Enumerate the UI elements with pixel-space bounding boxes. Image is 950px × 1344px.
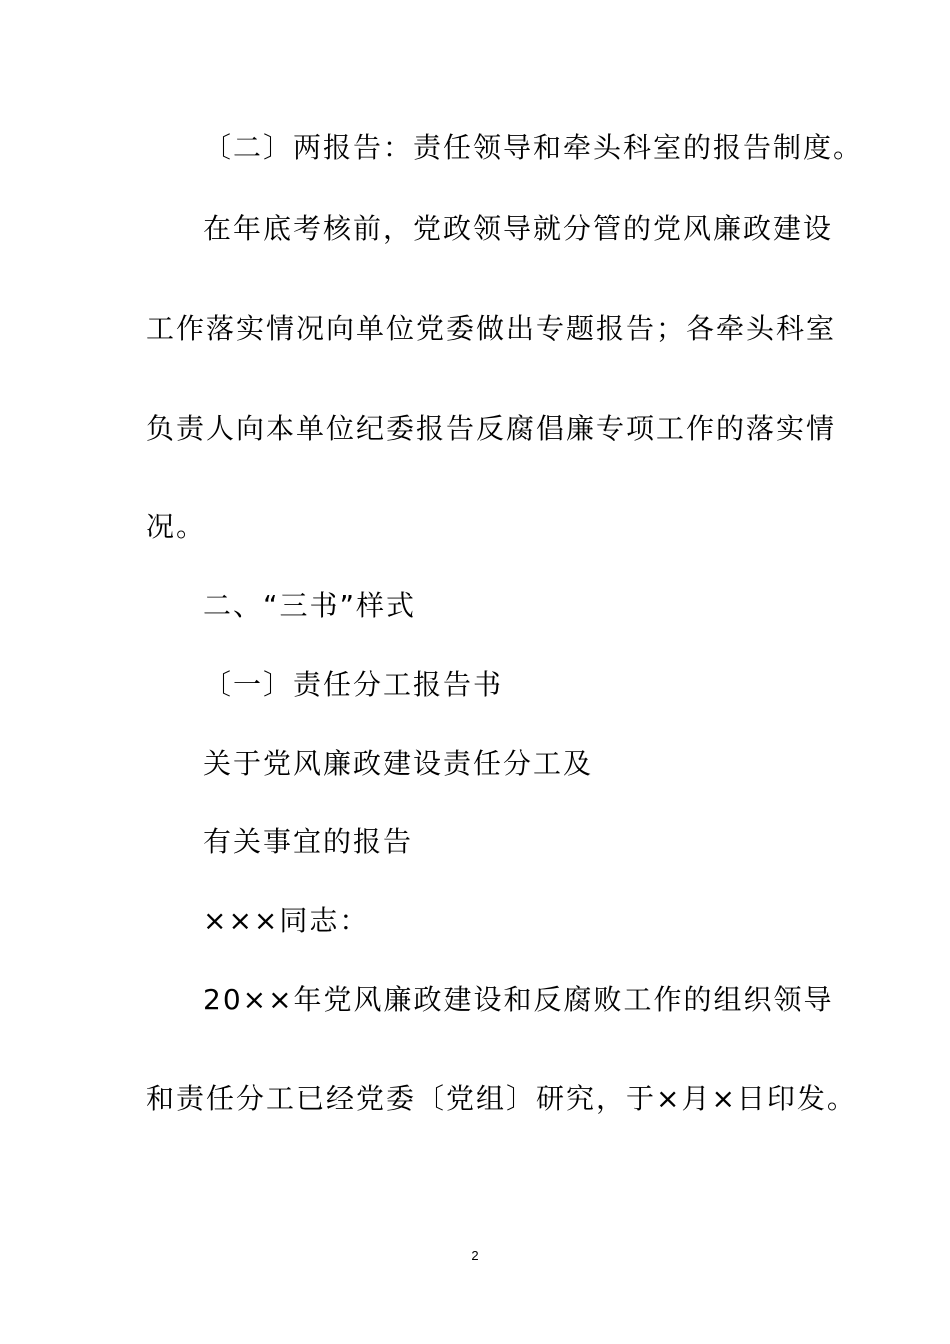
paragraph-line: 工作落实情况向单位党委做出专题报告；各牵头科室 — [146, 312, 837, 345]
paragraph-line: 和责任分工已经党委〔党组〕研究，于×月×日印发。 — [146, 1082, 857, 1115]
paragraph-line: 20××年党风廉政建设和反腐败工作的组织领导 — [203, 983, 834, 1016]
section-heading: 二、“三书”样式 — [203, 589, 417, 622]
report-title-line: 关于党风廉政建设责任分工及 — [203, 747, 594, 780]
page-number: 2 — [471, 1248, 479, 1263]
paragraph-line: 况。 — [146, 510, 207, 543]
paragraph-line: 在年底考核前，党政领导就分管的党风廉政建设 — [203, 212, 834, 245]
paragraph-line: 〔二〕两报告：责任领导和牵头科室的报告制度。 — [203, 131, 864, 164]
report-title-line: 有关事宜的报告 — [203, 825, 414, 858]
salutation: ×××同志： — [203, 904, 370, 937]
subsection-heading: 〔一〕责任分工报告书 — [203, 668, 504, 701]
paragraph-line: 负责人向本单位纪委报告反腐倡廉专项工作的落实情 — [146, 412, 837, 445]
